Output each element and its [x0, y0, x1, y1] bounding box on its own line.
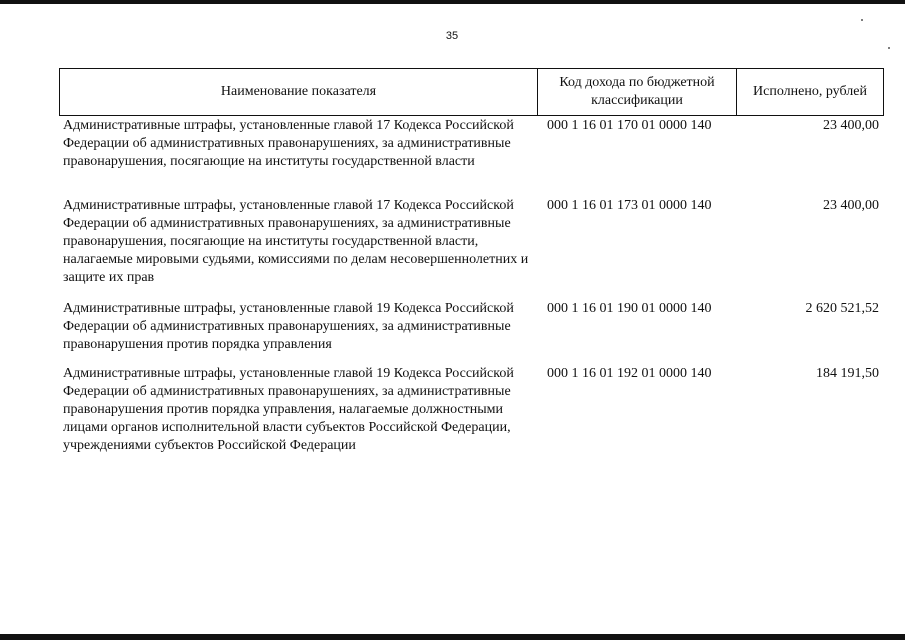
row-code: 000 1 16 01 173 01 0000 140	[547, 198, 712, 213]
table-row	[59, 300, 884, 354]
table-row	[59, 197, 884, 287]
row-amount: 184 191,50	[816, 366, 879, 381]
row-code: 000 1 16 01 170 01 0000 140	[547, 118, 712, 133]
row-name: Административные штрафы, установленные главой 17 Кодекса Российской Федерации об административных правонарушениях, за административные правонарушения, посягающие на институты государственной власти	[63, 118, 514, 169]
row-name: Административные штрафы, установленные главой 17 Кодекса Российской Федерации об административных правонарушениях, за административные правонарушения, посягающие на институты государственной власти, налагаемые мировыми судьями, комиссиями по делам несовершеннолетних и защите их прав	[63, 198, 529, 285]
scan-speck	[861, 19, 863, 21]
row-amount: 23 400,00	[823, 118, 879, 133]
page-number: 35	[445, 30, 459, 42]
row-name: Административные штрафы, установленные главой 19 Кодекса Российской Федерации об административных правонарушениях, за административные правонарушения против порядка управления, налагаемые должностными лицами органов исполнительной власти субъектов Российской Федерации, учреждениями субъектов Российской Федерации	[63, 366, 514, 453]
scan-speck	[888, 47, 890, 49]
row-code: 000 1 16 01 190 01 0000 140	[547, 301, 712, 316]
row-name: Административные штрафы, установленные главой 19 Кодекса Российской Федерации об административных правонарушениях, за административные правонарушения против порядка управления	[63, 301, 514, 352]
table-row	[59, 365, 884, 473]
table-header	[59, 68, 884, 116]
table-row	[59, 117, 884, 189]
row-amount: 2 620 521,52	[805, 301, 879, 316]
header-executed: Исполнено, рублей	[753, 84, 867, 99]
header-code: Код дохода по бюджетной классификации	[559, 75, 715, 108]
header-name: Наименование показателя	[220, 84, 377, 99]
row-amount: 23 400,00	[823, 198, 879, 213]
row-code: 000 1 16 01 192 01 0000 140	[547, 366, 712, 381]
scan-border-bottom	[0, 634, 905, 640]
scan-border-top	[0, 0, 905, 4]
